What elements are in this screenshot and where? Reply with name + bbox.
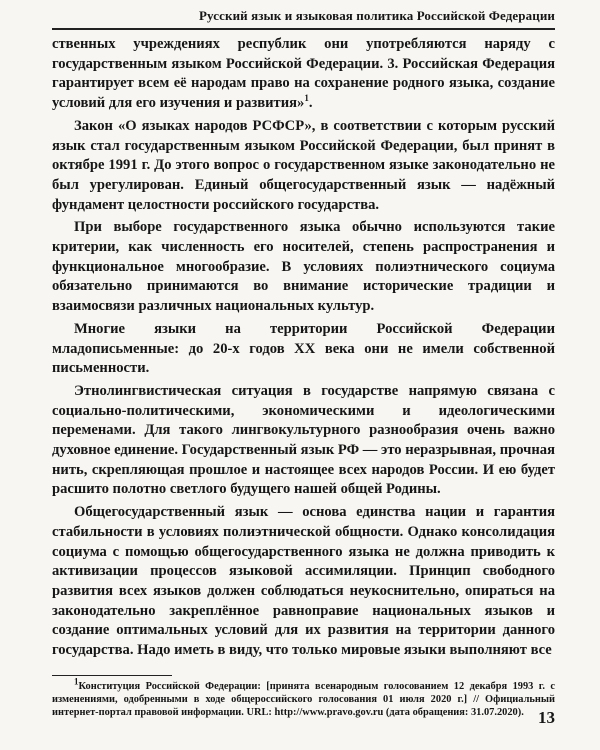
paragraph-4: Многие языки на территории Российской Федерации младописьменные: до 20-х годов XX века они не имели собственной письменности.: [52, 320, 555, 377]
running-header: [52, 0, 555, 23]
running-header-title: Русский язык и языковая политика Российской Федерации: [199, 8, 555, 23]
paragraph-1: ственных учреждениях республик они употребляются наряду с государственным языком Российской Федерации. 3. Российская Федерация гарантирует всем её народам право на сохранение родного языка, создание условий для его изучения и развития»$^1$.: [52, 36, 555, 112]
header-rule: [52, 28, 555, 30]
main-text: [52, 35, 555, 661]
paragraph-3: При выборе государственного языка обычно используются такие критерии, как численность его носителей, степень распространения и функциональное многообразие. В условиях полиэтнического социума обязательно принимаются во внимание исторические традиции и взаимосвязи различных национальных культур.: [52, 219, 555, 315]
footnote-reference[interactable]: 1: [304, 93, 309, 104]
paragraph-6: Общегосударственный язык — основа единства нации и гарантия стабильности в условиях полиэтнической общности. Однако консолидация социума с помощью общегосударственного языка не должна приводить к активизации процессов языковой ассимиляции. Принцип свободного развития всех языков должен соблюдаться неукоснительно, опираться на законодательно закреплённое равноправие национальных языков и создание оптимальных условий для их развития на территории данного государства. Надо иметь в виду, что только мировые языки выполняют все: [52, 504, 555, 659]
footnote-text: Конституция Российской Федерации: [принята всенародным голосованием 12 декабря 1993 г. с изменениями, одобренными в ходе общероссийского голосования 01 июля 2020 г.] // Официальный интернет-портал правовой информации. URL: http://www.pravo.gov.ru (дата обращения: 31.07.2020).: [52, 680, 555, 718]
footnote-marker: 1: [74, 676, 79, 687]
paragraph-1-text: ственных учреждениях республик они употребляются наряду с государственным языком Российской Федерации. 3. Российская Федерация гарантирует всем её народам право на сохранение родного языка, создание условий для его изучения и развития»: [52, 36, 555, 112]
footnote-rule: [52, 675, 172, 676]
paragraph-5: Этнолингвистическая ситуация в государстве напрямую связана с социально-политическими, экономическими и идеологическими переменами. Для такого лингвокультурного разнообразия очень важно духовное единение. Государственный язык РФ — это неразрывная, прочная нить, скрепляющая прошлое и настоящее всех народов России. И ею будет расшито полотно светлого будущего нашей общей Родины.: [52, 382, 555, 498]
page-number: 13: [538, 708, 555, 727]
paragraph-2: Закон «О языках народов РСФСР», в соответствии с которым русский язык стал государственным языком Российской Федерации, был принят в октябре 1991 г. До этого вопрос о государственном языке законодательно не был урегулирован. Единый общегосударственный язык — надёжный фундамент целостности российского государства.: [52, 117, 555, 213]
footnote: [52, 676, 555, 719]
